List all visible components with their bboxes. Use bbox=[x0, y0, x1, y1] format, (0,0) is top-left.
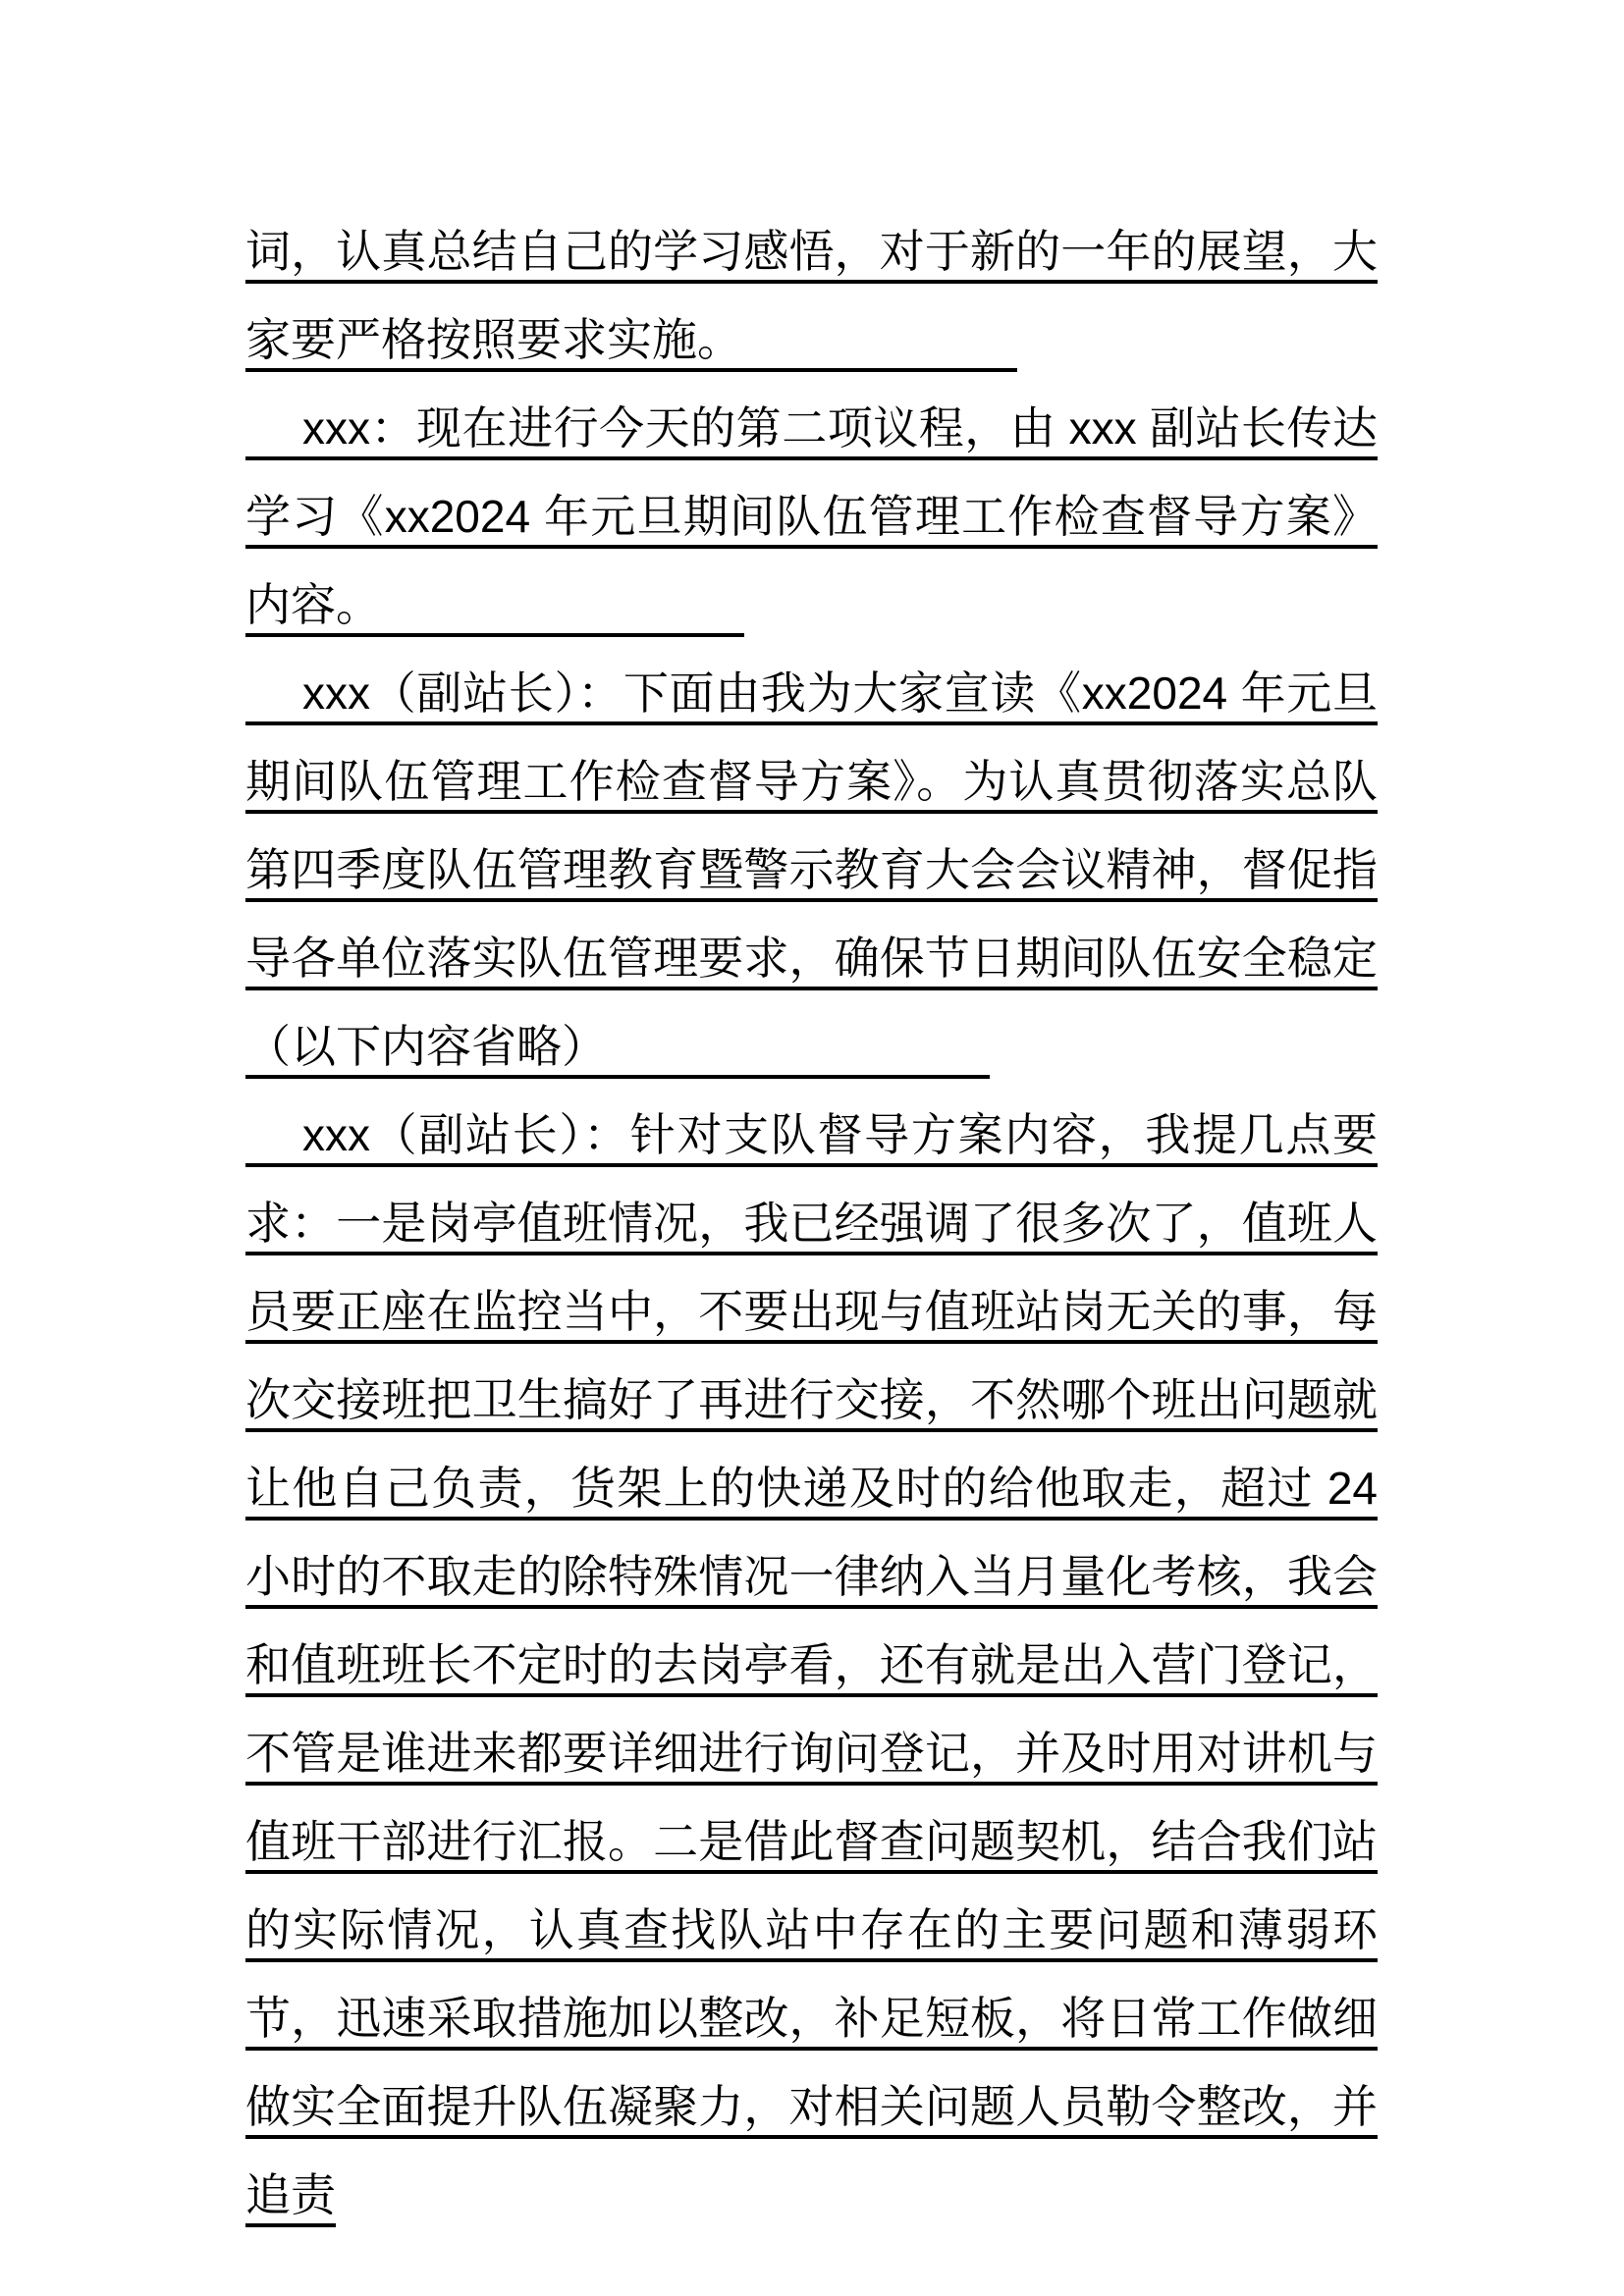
paragraph bbox=[245, 649, 1378, 1091]
trailing-underline bbox=[381, 624, 744, 637]
paragraph bbox=[245, 207, 1378, 384]
paragraph-text: 词，认真总结自己的学习感悟，对于新的一年的展望，大家要严格按照要求实施。 bbox=[245, 226, 1378, 365]
indent-underline bbox=[245, 448, 302, 460]
paragraph-text: xxx：现在进行今天的第二项议程，由 xxx 副站长传达学习《xx2024 年元旦期间队伍管理工作检查督导方案》内容。 bbox=[245, 402, 1378, 630]
paragraph bbox=[245, 1091, 1378, 2239]
trailing-underline bbox=[607, 1066, 990, 1079]
indent-underline bbox=[245, 713, 302, 725]
paragraph-text: xxx（副站长）：针对支队督导方案内容，我提几点要求：一是岗亭值班情况，我已经强调了很多次了，值班人员要正座在监控当中，不要出现与值班站岗无关的事，每次交接班把卫生搞好了再进行交接，不然哪个班出问题就让他自己负责，货架上的快递及时的给他取走，超过 24 小时的不取走的除特殊情况一律纳入当月量化考核，我会和值班班长不定时的去岗亭看，还有就是出入营门登记，不管是谁进来都要详细进行询问登记，并及时用对讲机与值班干部进行汇报。二是借此督查问题契机，结合我们站的实际情况，认真查找队站中存在的主要问题和薄弱环节，迅速采取措施加以整改，补足短板，将日常工作做细做实全面提升队伍凝聚力，对相关问题人员勒令整改，并追责 bbox=[245, 1109, 1378, 2220]
paragraph bbox=[245, 384, 1378, 649]
document-body bbox=[245, 207, 1378, 2239]
paragraph-text: xxx（副站长）：下面由我为大家宣读《xx2024 年元旦期间队伍管理工作检查督导方案》。为认真贯彻落实总队第四季度队伍管理教育暨警示教育大会会议精神，督促指导各单位落实队伍管理要求，确保节日期间队伍安全稳定（以下内容省略） bbox=[245, 667, 1378, 1072]
indent-underline bbox=[245, 1154, 302, 1167]
trailing-underline bbox=[742, 359, 1017, 372]
